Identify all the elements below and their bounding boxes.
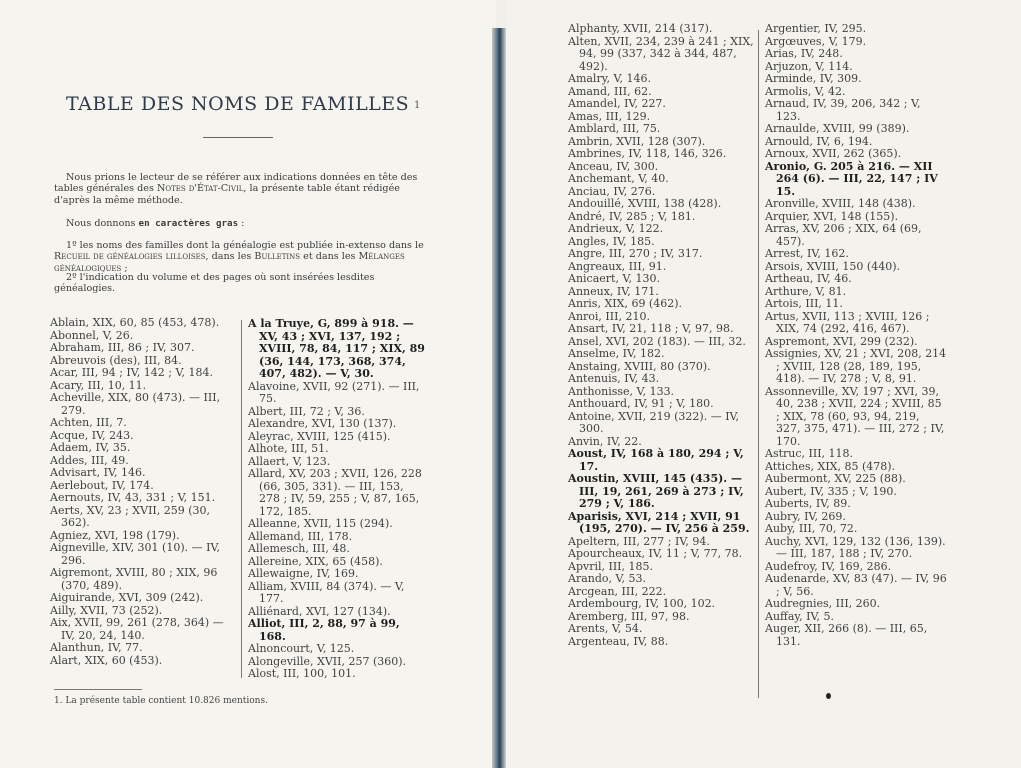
index-entry: Auchy, XVI, 129, 132 (136, 139). — III, 187, 188 ; IV, 270.: [765, 534, 946, 560]
index-entry: Arnaulde, XVIII, 99 (389).: [765, 122, 910, 135]
index-entry: Alliot, III, 2, 88, 97 à 99, 168.: [248, 617, 400, 643]
index-entry: Aleyrac, XVIII, 125 (415).: [248, 429, 391, 443]
index-entry: Ansel, XVI, 202 (183). — III, 32.: [568, 334, 746, 348]
index-entry: Amblard, III, 75.: [568, 122, 661, 135]
index-entry: Anchemant, V, 40.: [568, 172, 669, 185]
index-entry: Assonneville, XV, 197 ; XVI, 39, 40, 238 ; XVII, 224 ; XVIII, 85 ; XIX, 78 (60, 93, 94, 219, 327, 375, 471). — III, 272 ; IV, 170.: [765, 384, 945, 448]
column-divider-left: [241, 320, 242, 678]
index-entry: Alongeville, XVII, 257 (360).: [248, 654, 407, 668]
index-entry: Angles, IV, 185.: [568, 234, 655, 248]
index-entry: André, IV, 285 ; V, 181.: [568, 209, 696, 223]
index-entry: Amas, III, 129.: [568, 109, 651, 123]
index-entry: Arents, V, 54.: [568, 622, 643, 635]
index-entry: Ablain, XIX, 60, 85 (453, 478).: [50, 316, 220, 329]
index-entry: Alavoine, XVII, 92 (271). — III, 75.: [248, 379, 420, 405]
index-entry: Audregnies, III, 260.: [765, 597, 881, 610]
index-entry: Angre, III, 270 ; IV, 317.: [568, 247, 703, 260]
index-entry: Alliénard, XVI, 127 (134).: [248, 604, 391, 618]
index-entry: Aronville, XVIII, 148 (438).: [765, 197, 916, 210]
index-entry: Apeltern, III, 277 ; IV, 94.: [568, 534, 710, 548]
index-entry: Allaert, V, 123.: [248, 454, 331, 468]
index-entry: Argentier, IV, 295.: [765, 22, 867, 35]
index-entry: Aremberg, III, 97, 98.: [568, 609, 690, 623]
index-entry: Aoustin, XVIII, 145 (435). — III, 19, 261, 269 à 273 ; IV, 279 ; V, 186.: [568, 472, 744, 510]
index-entry: Anthouard, IV, 91 ; V, 180.: [568, 397, 714, 410]
index-column-3: [568, 23, 756, 648]
intro-paragraph: Nous prions le lecteur de se référer aux indications données en tête des tables générales des Notes d'État-Civil, la présente table étant rédigée d'après la même méthode.: [54, 172, 418, 206]
index-entry: Alexandre, XVI, 130 (137).: [248, 417, 397, 430]
index-entry: Aernouts, IV, 43, 331 ; V, 151.: [50, 491, 216, 504]
index-entry: Anselme, IV, 182.: [568, 347, 665, 360]
index-entry: Allereine, XIX, 65 (458).: [248, 554, 383, 568]
index-entry: Assignies, XV, 21 ; XVI, 208, 214 ; XVIII, 128 (28, 189, 195, 418). — IV, 278 ; V, 8, 91.: [765, 347, 947, 385]
column-divider-right: [758, 30, 759, 698]
index-entry: Aparisis, XVI, 214 ; XVII, 91 (195, 270). — IV, 256 à 259.: [568, 509, 750, 535]
index-entry: Andouillé, XVIII, 138 (428).: [568, 197, 722, 210]
index-entry: Alten, XVII, 234, 239 à 241 ; XIX, 94, 99 (337, 342 à 344, 487, 492).: [568, 34, 754, 73]
index-entry: Aubert, IV, 335 ; V, 190.: [765, 484, 897, 498]
index-entry: Arthure, V, 81.: [765, 284, 847, 298]
index-entry: Advisart, IV, 146.: [50, 466, 146, 479]
index-entry: Argœuves, V, 179.: [765, 34, 867, 48]
notes-etat-civil-label: Notes d'État-Civil: [156, 183, 244, 195]
index-entry: Anroi, III, 210.: [568, 309, 650, 323]
index-entry: Alanthun, IV, 77.: [50, 641, 143, 654]
index-entry: Angreaux, III, 91.: [568, 259, 667, 273]
title-rule: [203, 137, 273, 138]
index-entry: Amalry, V, 146.: [568, 72, 651, 85]
index-entry: Aiguirande, XVI, 309 (242).: [50, 591, 204, 604]
index-entry: Artois, III, 11.: [765, 297, 843, 310]
index-entry: Aubry, IV, 269.: [765, 509, 846, 523]
index-entry: Achten, III, 7.: [50, 416, 127, 429]
index-entry: Ansart, IV, 21, 118 ; V, 97, 98.: [568, 322, 734, 335]
index-entry: Agniez, XVI, 198 (179).: [50, 528, 180, 542]
index-entry: Aubermont, XV, 225 (88).: [765, 472, 906, 485]
index-entry: Alphanty, XVII, 214 (317).: [568, 22, 713, 35]
index-entry: Addes, III, 49.: [50, 453, 129, 467]
index-entry: Allard, XV, 203 ; XVII, 126, 228 (66, 305, 331). — III, 153, 278 ; IV, 59, 255 ; V, 87, 165, 172, 185.: [248, 467, 422, 518]
index-entry: Acar, III, 94 ; IV, 142 ; V, 184.: [50, 366, 213, 379]
index-entry: Arrest, IV, 162.: [765, 247, 849, 260]
index-entry: A la Truye, G, 899 à 918. — XV, 43 ; XVI, 137, 192 ; XVIII, 78, 84, 117 ; XIX, 89 (36, 144, 173, 368, 374, 407, 482). — V, 30.: [248, 317, 425, 380]
index-entry: Acque, IV, 243.: [50, 428, 134, 442]
index-entry: Arcgean, III, 222.: [568, 584, 667, 598]
bold-legend-paragraph: Nous donnons en caractères gras :: [66, 218, 245, 229]
index-entry: Apvril, III, 185.: [568, 559, 654, 573]
index-entry: Auger, XII, 266 (8). — III, 65, 131.: [765, 622, 928, 648]
index-entry: Aoust, IV, 168 à 180, 294 ; V, 17.: [568, 447, 744, 473]
footnote-rule: [54, 689, 142, 690]
index-entry: Arias, IV, 248.: [765, 47, 843, 60]
index-entry: Acheville, XIX, 80 (473). — III, 279.: [50, 391, 221, 417]
index-entry: Alliam, XVIII, 84 (374). — V, 177.: [248, 579, 405, 605]
index-entry: Auby, III, 70, 72.: [765, 522, 858, 535]
index-entry: Amand, III, 62.: [568, 84, 652, 98]
index-entry: Audenarde, XV, 83 (47). — IV, 96 ; V, 56.: [765, 572, 947, 598]
index-entry: Acary, III, 10, 11.: [50, 378, 147, 392]
index-entry: Alleanne, XVII, 115 (294).: [248, 517, 393, 530]
index-entry: Alnoncourt, V, 125.: [248, 642, 355, 655]
index-entry: Arnould, IV, 6, 194.: [765, 134, 873, 148]
index-entry: Aronio, G. 205 à 216. — XII 264 (6). — III, 22, 147 ; IV 15.: [765, 159, 938, 198]
index-entry: Arras, XV, 206 ; XIX, 64 (69, 457).: [765, 222, 922, 248]
index-entry: Allewaigne, IV, 169.: [248, 567, 359, 580]
book-gutter: [492, 28, 506, 768]
index-entry: Allemand, III, 178.: [248, 529, 353, 543]
index-entry: Apourcheaux, IV, 11 ; V, 77, 78.: [568, 547, 743, 560]
ink-mark: [826, 693, 831, 699]
index-entry: Aerts, XV, 23 ; XVII, 259 (30, 362).: [50, 503, 211, 529]
page-title: TABLE DES NOMS DE FAMILLES: [66, 93, 410, 115]
index-entry: Arando, V, 53.: [568, 572, 647, 585]
index-entry: Abonnel, V, 26.: [50, 328, 134, 342]
footnote: 1. La présente table contient 10.826 mentions.: [54, 696, 268, 706]
index-column-1: [50, 317, 238, 667]
index-entry: Audefroy, IV, 169, 286.: [765, 559, 892, 573]
index-entry: Artus, XVII, 113 ; XVIII, 126 ; XIX, 74 (292, 416, 467).: [765, 309, 930, 335]
index-entry: Arjuzon, V, 114.: [765, 59, 853, 73]
title-footnote-mark: 1: [414, 100, 421, 111]
index-entry: Auffay, IV, 5.: [765, 609, 835, 623]
index-entry: Aspremont, XVI, 299 (232).: [765, 334, 918, 348]
index-entry: Aigremont, XVIII, 80 ; XIX, 96 (370, 489).: [50, 566, 218, 592]
legend-item-2: 2º l'indication du volume et des pages où sont insérées lesdites généalogies.: [54, 272, 375, 295]
index-entry: Anstaing, XVIII, 80 (370).: [568, 359, 711, 373]
index-entry: Amandel, IV, 227.: [568, 97, 666, 110]
index-entry: Anthonisse, V, 133.: [568, 384, 675, 398]
index-entry: Ambrines, IV, 118, 146, 326.: [568, 147, 727, 160]
index-entry: Anciau, IV, 276.: [568, 184, 656, 198]
index-entry: Artheau, IV, 46.: [765, 272, 852, 285]
legend-item-1: 1º les noms des familles dont la généalogie est publiée in-extenso dans le Recueil de généalogies lilloises, dans les Bulletins et dans les Mélanges généalogiques ;: [54, 240, 424, 274]
index-column-4: [765, 23, 947, 648]
index-entry: Armolis, V, 42.: [765, 84, 846, 98]
index-entry: Adaem, IV, 35.: [50, 441, 131, 454]
index-entry: Arnaud, IV, 39, 206, 342 ; V, 123.: [765, 97, 921, 123]
bold-legend-label: en caractères gras: [138, 218, 239, 229]
index-entry: Antenuis, IV, 43.: [568, 372, 660, 385]
index-entry: Ardembourg, IV, 100, 102.: [568, 597, 716, 610]
index-entry: Anvin, IV, 22.: [568, 434, 642, 448]
index-entry: Arnoux, XVII, 262 (365).: [765, 147, 902, 160]
index-entry: Ambrin, XVII, 128 (307).: [568, 134, 706, 148]
index-entry: Ailly, XVII, 73 (252).: [50, 603, 163, 617]
index-entry: Auberts, IV, 89.: [765, 497, 851, 510]
index-entry: Aerlebout, IV, 174.: [50, 478, 154, 492]
index-entry: Astruc, III, 118.: [765, 447, 854, 460]
index-entry: Arminde, IV, 309.: [765, 72, 862, 85]
index-entry: Alart, XIX, 60 (453).: [50, 653, 163, 667]
index-entry: Abraham, III, 86 ; IV, 307.: [50, 341, 195, 354]
index-entry: Anris, XIX, 69 (462).: [568, 297, 683, 310]
index-entry: Allemesch, III, 48.: [248, 542, 350, 555]
index-entry: Alost, III, 100, 101.: [248, 667, 356, 680]
index-entry: Aigneville, XIV, 301 (10). — IV, 296.: [50, 541, 220, 567]
index-entry: Albert, III, 72 ; V, 36.: [248, 404, 365, 418]
index-column-2: [248, 318, 428, 681]
index-entry: Aix, XVII, 99, 261 (278, 364) — IV, 20, 24, 140.: [50, 616, 224, 642]
index-entry: Antoine, XVII, 219 (322). — IV, 300.: [568, 409, 740, 435]
index-entry: Alhote, III, 51.: [248, 442, 329, 455]
index-entry: Andrieux, V, 122.: [568, 222, 664, 235]
index-entry: Arsois, XVIII, 150 (440).: [765, 259, 900, 273]
index-entry: Abreuvois (des), III, 84.: [50, 353, 182, 367]
index-entry: Anicaert, V, 130.: [568, 272, 660, 285]
index-entry: Anceau, IV, 300.: [568, 159, 659, 173]
index-entry: Anneux, IV, 171.: [568, 284, 659, 298]
index-entry: Attiches, XIX, 85 (478).: [765, 459, 896, 473]
index-entry: Argenteau, IV, 88.: [568, 634, 669, 648]
index-entry: Arquier, XVI, 148 (155).: [765, 209, 899, 223]
